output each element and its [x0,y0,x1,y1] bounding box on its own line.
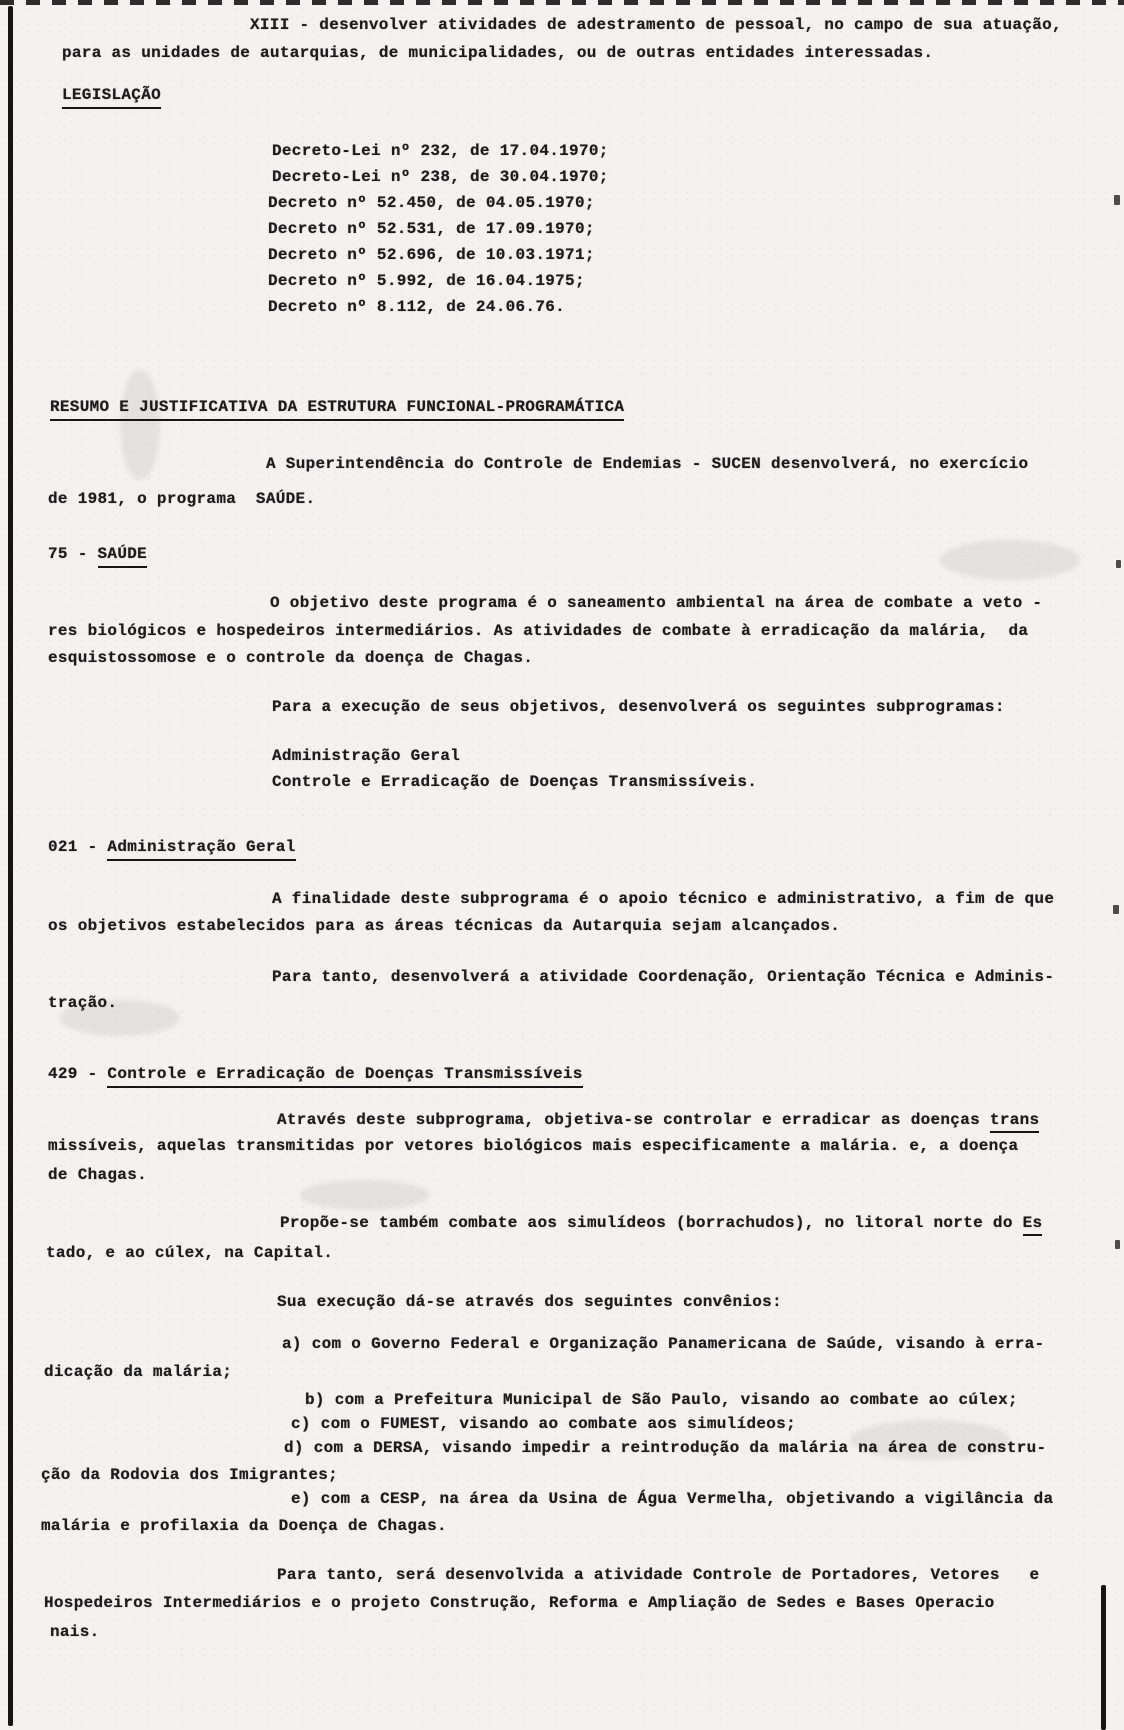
decree-item: Decreto nº 52.531, de 17.09.1970; [268,220,595,238]
para-tanto-line2: tração. [48,994,118,1012]
convenio-a-line2: dicação da malária; [44,1363,233,1381]
objetivo-line2: res biológicos e hospedeiros intermediários. As atividades de combate à erradicação da malária, da [48,622,1029,640]
convenio-e-line1: e) com a CESP, na área da Usina de Água Vermelha, objetivando a vigilância da [291,1490,1054,1508]
finalidade-line1: A finalidade deste subprograma é o apoio técnico e administrativo, a fim de que [272,890,1055,908]
legislacao-heading [62,84,161,106]
subprograma-429-nome: Controle e Erradicação de Doenças Transmissíveis [107,1065,582,1088]
decree-item: Decreto-Lei nº 232, de 17.04.1970; [272,142,609,160]
intro-clause-line2: para as unidades de autarquias, de municipalidades, ou de outras entidades interessadas. [62,44,934,62]
finalidade-line2: os objetivos estabelecidos para as áreas técnicas da Autarquia sejam alcançados. [48,917,841,935]
subprograma-021-heading [48,836,296,858]
para-tanto-line1: Para tanto, desenvolverá a atividade Coordenação, Orientação Técnica e Adminis- [272,968,1055,986]
resumo-heading [50,396,624,418]
final-paragraph-line1: Para tanto, será desenvolvida a atividade Controle de Portadores, Vetores e [277,1566,1040,1584]
propoe-line2: tado, e ao cúlex, na Capital. [46,1244,334,1262]
scan-smudge [120,370,160,480]
subprograma-021-numero: 021 - [48,838,108,856]
subprograma-429-heading [48,1063,583,1085]
final-paragraph-line3: nais. [50,1623,100,1641]
scan-smudge [940,540,1080,580]
atraves-line3: de Chagas. [48,1166,148,1184]
resumo-heading-text: RESUMO E JUSTIFICATIVA DA ESTRUTURA FUNCIONAL-PROGRAMÁTICA [50,398,624,421]
decree-item: Decreto-Lei nº 238, de 30.04.1970; [272,168,609,186]
scan-right-border [1101,1585,1106,1730]
decree-item: Decreto nº 52.696, de 10.03.1971; [268,246,595,264]
convenio-d-line2: ção da Rodovia dos Imigrantes; [41,1466,339,1484]
subprograma-021-nome: Administração Geral [107,838,295,861]
final-paragraph-line2: Hospedeiros Intermediários e o projeto Construção, Reforma e Ampliação de Sedes e Bases Operacio [44,1594,995,1612]
scan-right-tick [1115,1240,1120,1249]
decree-item: Decreto nº 8.112, de 24.06.76. [268,298,566,316]
propoe-line1-text: Propõe-se também combate aos simulídeos (borrachudos), no litoral norte do [280,1214,1023,1232]
atraves-line1-text: Através deste subprograma, objetiva-se controlar e erradicar as doenças [277,1111,990,1129]
resumo-paragraph-line1: A Superintendência do Controle de Endemias - SUCEN desenvolverá, no exercício [266,455,1029,473]
atraves-line2: missíveis, aquelas transmitidas por vetores biológicos mais especificamente a malária. e, a doença [48,1137,1019,1155]
scan-right-tick [1113,905,1119,914]
convenio-d-line1: d) com a DERSA, visando impedir a reintrodução da malária na área de constru- [284,1439,1047,1457]
subprograma-429-numero: 429 - [48,1065,108,1083]
scan-smudge [300,1180,430,1210]
decree-item: Decreto nº 5.992, de 16.04.1975; [268,272,585,290]
decree-item: Decreto nº 52.450, de 04.05.1970; [268,194,595,212]
subprograma-item-2: Controle e Erradicação de Doenças Transmissíveis. [272,773,758,791]
objetivo-line1: O objetivo deste programa é o saneamento ambiental na área de combate a veto - [270,594,1043,612]
intro-clause-line1: XIII - desenvolver atividades de adestramento de pessoal, no campo de sua atuação, [250,16,1062,34]
convenio-e-line2: malária e profilaxia da Doença de Chagas. [41,1517,447,1535]
convenio-a-line1: a) com o Governo Federal e Organização Panamericana de Saúde, visando à erra- [282,1335,1045,1353]
legislacao-heading-text: LEGISLAÇÃO [62,86,161,109]
propoe-line1-suffix: Es [1023,1214,1043,1236]
programa-75-numero: 75 - [48,545,98,563]
subprograma-item-1: Administração Geral [272,747,461,765]
programa-75-heading [48,543,147,565]
objetivo-line3: esquistossomose e o controle da doença de Chagas. [48,649,534,667]
scan-top-edge-artifact [0,0,1124,5]
scan-right-tick [1114,195,1120,205]
scan-right-tick [1116,560,1121,568]
convenios-intro: Sua execução dá-se através dos seguintes convênios: [277,1293,782,1311]
atraves-line1 [277,1109,1039,1131]
programa-75-nome: SAÚDE [98,545,148,568]
scan-left-border [8,6,13,1726]
propoe-line1 [280,1212,1042,1234]
convenio-b: b) com a Prefeitura Municipal de São Paulo, visando ao combate ao cúlex; [305,1391,1018,1409]
convenio-c: c) com o FUMEST, visando ao combate aos simulídeos; [291,1415,796,1433]
execucao-line: Para a execução de seus objetivos, desenvolverá os seguintes subprogramas: [272,698,1005,716]
atraves-line1-suffix: trans [990,1111,1040,1133]
resumo-paragraph-line2: de 1981, o programa SAÚDE. [48,490,316,508]
